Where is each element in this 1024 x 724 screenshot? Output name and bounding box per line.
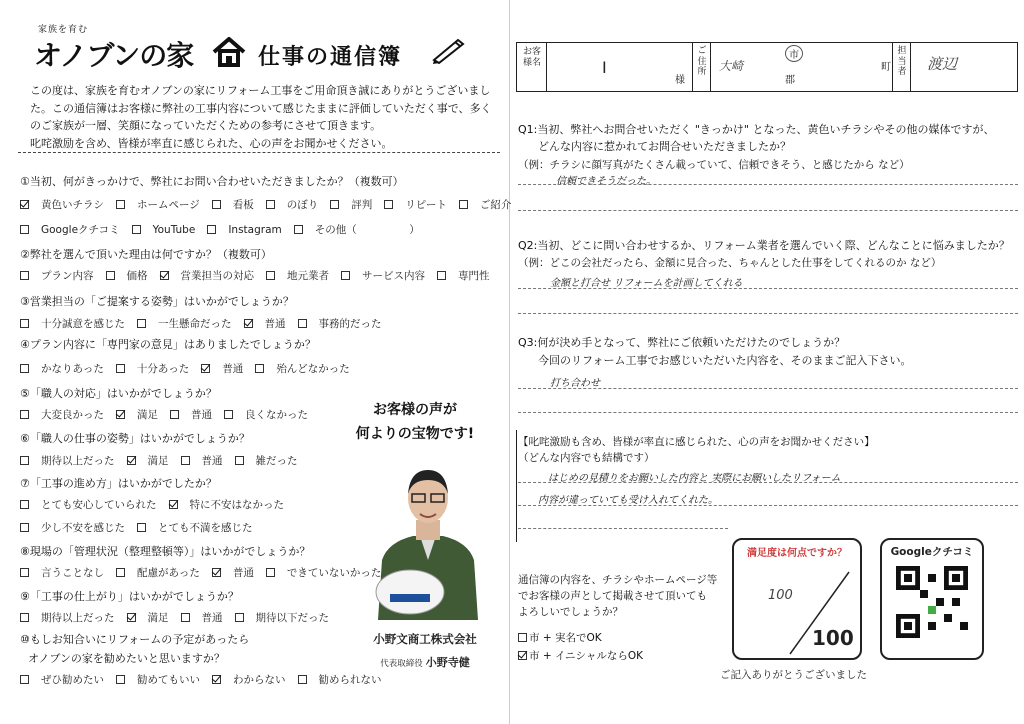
option[interactable] [212, 199, 254, 211]
option-label: 営業担当の対応 [180, 270, 254, 282]
q1-answer: 信頼できそうだった。 [556, 176, 656, 187]
option[interactable] [116, 363, 189, 375]
question-title: ④プラン内容に「専門家の意見」はありましたでしょうか？ [20, 338, 316, 351]
county-label: 郡 [785, 75, 795, 86]
checkbox[interactable] [266, 271, 275, 280]
brand-tagline: 家族を育む [38, 25, 89, 35]
option-label: ぜひ勧めたい [41, 674, 104, 686]
option-label: とても不満を感じた [158, 522, 253, 534]
intro-text [30, 82, 500, 152]
option-label: できていないかった [286, 567, 382, 579]
option[interactable] [116, 409, 158, 421]
option-label: 黄色いチラシ [41, 199, 104, 211]
option-label: 看板 [232, 199, 254, 211]
checkbox[interactable] [266, 200, 275, 209]
checkbox-checked[interactable] [169, 500, 178, 509]
catch-copy [340, 398, 490, 446]
answer-line [518, 412, 1018, 413]
checkbox-checked[interactable] [212, 675, 221, 684]
ceo-name: 小野寺健 [425, 656, 470, 669]
option-label: 雑だった [255, 455, 298, 467]
q1-example: （例：チラシに顔写真がたくさん載っていて、信頼できそう、と感じたから など） [518, 159, 910, 171]
town-label: 町 [881, 62, 891, 73]
customer-header [516, 42, 1018, 92]
option[interactable] [330, 199, 372, 211]
checkbox[interactable] [20, 500, 29, 509]
checkbox-checked[interactable] [212, 568, 221, 577]
option-label: 大変良かった [41, 409, 104, 421]
catch-line: お客様の声が [373, 402, 457, 418]
address-cell [711, 43, 893, 91]
answer-line [518, 482, 1018, 483]
question-title-2: オノブンの家を勧めたいと思いますか？ [28, 652, 225, 665]
publish-option-label: 市 + 実名でOK [529, 632, 602, 644]
checkbox[interactable] [459, 200, 468, 209]
answer-line [518, 528, 728, 529]
option[interactable] [459, 199, 512, 211]
option-label: 普通 [232, 567, 254, 579]
option[interactable] [160, 270, 255, 282]
page-title: 仕事の通信簿 [258, 45, 403, 70]
option[interactable] [137, 318, 232, 330]
option-label: YouTube [152, 224, 196, 236]
option-row [20, 610, 341, 625]
publish-text: よろしいでしょうか？ [518, 606, 623, 618]
checkbox[interactable] [20, 364, 29, 373]
option[interactable] [169, 499, 285, 511]
option-label: 普通 [264, 318, 286, 330]
option[interactable] [106, 270, 148, 282]
option[interactable] [132, 224, 196, 236]
checkbox[interactable] [181, 456, 190, 465]
satisfaction-title: 満足度は何点ですか？ [747, 548, 847, 559]
checkbox[interactable] [170, 410, 179, 419]
question-title: ⑤「職人の対応」はいかがでしょうか？ [20, 387, 217, 400]
satisfaction-score: 100 [812, 626, 854, 650]
option[interactable] [20, 567, 104, 579]
answer-line [518, 505, 1018, 506]
option-label: 配慮があった [137, 567, 200, 579]
option-label: 特に不安はなかった [189, 499, 284, 511]
customer-label: お客様名 [522, 47, 541, 68]
option-label: Instagram [228, 224, 282, 236]
checkbox[interactable] [518, 633, 527, 642]
option-label: 言うことなし [41, 567, 104, 579]
q3-title: Q3:何が決め手となって、弊社にご依頼いただけたのでしょうか？ [518, 336, 846, 349]
checkbox-checked[interactable] [518, 651, 527, 660]
q4-answer-2: 内容が違っていても受け入れてくれた。 [538, 495, 718, 506]
checkbox-checked[interactable] [160, 271, 169, 280]
option[interactable] [20, 499, 157, 511]
publish-option-1[interactable] [518, 630, 602, 645]
option[interactable] [20, 409, 104, 421]
option[interactable] [137, 522, 253, 534]
qr-title: Googleクチコミ [890, 546, 974, 558]
option-label: 期待以上だった [41, 612, 115, 624]
option-label: ご紹介 [479, 199, 512, 211]
option-row [20, 497, 296, 512]
option[interactable] [298, 318, 382, 330]
checkbox-checked[interactable] [127, 456, 136, 465]
checkbox[interactable] [212, 200, 221, 209]
intro-line: のご家族が一層、笑顔になっていただくための参考にさせて頂きます。 [30, 119, 382, 132]
option[interactable] [20, 224, 120, 236]
option[interactable] [181, 455, 223, 467]
thanks-text: ご記入ありがとうございました [720, 669, 867, 681]
publish-text: 通信簿の内容を、チラシやホームページ等 [518, 574, 718, 586]
option[interactable] [20, 455, 115, 467]
option-label: 十分誠意を感じた [41, 318, 125, 330]
checkbox[interactable] [181, 613, 190, 622]
checkbox-checked[interactable] [20, 200, 29, 209]
option-label: 良くなかった [245, 409, 308, 421]
answer-line [518, 388, 1018, 389]
option[interactable] [20, 522, 125, 534]
qr-code-icon[interactable] [896, 566, 968, 638]
option[interactable] [20, 674, 104, 686]
option-label: 普通 [222, 363, 244, 375]
option-label: 満足 [137, 409, 158, 421]
option[interactable] [341, 270, 425, 282]
checkbox[interactable] [132, 225, 141, 234]
option-row [20, 565, 393, 580]
intro-line: た。この通信簿はお客様に弊社の工事内容について感じたままに評価していただく事で、多く [30, 101, 492, 115]
customer-suffix: 様 [675, 75, 685, 86]
checkbox[interactable] [255, 364, 264, 373]
option-label: 期待以下だった [255, 612, 329, 624]
question-title: ⑨「工事の仕上がり」はいかがでしょうか？ [20, 590, 239, 603]
publish-text: でお客様の声として掲載させて頂いても [518, 590, 707, 602]
checkbox[interactable] [20, 319, 29, 328]
question-title: ③営業担当の「ご提案する姿勢」はいかがでしょうか？ [20, 295, 294, 308]
option-row [20, 407, 320, 422]
question-title: ②弊社を選んで頂いた理由は何ですか？（複数可） [20, 248, 272, 261]
checkbox[interactable] [235, 456, 244, 465]
ceo-portrait [368, 450, 488, 620]
checkbox[interactable] [116, 568, 125, 577]
option-label: 満足 [147, 612, 169, 624]
checkbox[interactable] [294, 225, 303, 234]
option-label: プラン内容 [41, 270, 94, 282]
option-row [20, 672, 394, 687]
publish-option-label: 市 + イニシャルならOK [529, 650, 643, 662]
option-label: 地元業者 [287, 270, 329, 282]
checkbox[interactable] [20, 675, 29, 684]
checkbox[interactable] [20, 225, 29, 234]
checkbox[interactable] [20, 613, 29, 622]
option-label: 勧めてもいい [137, 674, 200, 686]
option-label: サービス内容 [362, 270, 425, 282]
option-row [20, 453, 310, 468]
option[interactable] [212, 567, 254, 579]
option-label: 一生懸命だった [158, 318, 232, 330]
ceo-role: 代表取締役 [380, 659, 423, 669]
option-label: 評判 [351, 199, 373, 211]
q4-title: 【叱咤激励も含め、皆様が率直に感じられた、心の声をお聞かせください】 [518, 436, 875, 448]
option[interactable] [20, 270, 94, 282]
option[interactable] [20, 199, 104, 211]
option[interactable] [20, 363, 104, 375]
option-label: かなりあった [41, 363, 104, 375]
q2-title: Q2:当初、どこに問い合わせするか、リフォーム業者を選んでいく際、どんなことに悩みましたか？ [518, 239, 1010, 252]
answer-line [518, 288, 1018, 289]
address-label-cell [693, 43, 711, 91]
option[interactable] [116, 674, 200, 686]
checkbox[interactable] [20, 568, 29, 577]
ceo-signature [350, 654, 500, 670]
checkbox[interactable] [20, 456, 29, 465]
checkbox[interactable] [235, 613, 244, 622]
option-label: 殆んどなかった [276, 363, 350, 375]
checkbox[interactable] [20, 410, 29, 419]
option[interactable] [255, 363, 350, 375]
option[interactable] [212, 674, 286, 686]
customer-name: I [602, 58, 607, 77]
option[interactable] [294, 224, 420, 236]
option-row [20, 520, 265, 535]
checkbox[interactable] [137, 319, 146, 328]
option-label: 普通 [191, 409, 212, 421]
option-label: のぼり [286, 199, 319, 211]
option[interactable] [181, 612, 223, 624]
option[interactable] [235, 612, 330, 624]
question-title: ⑩もしお知合いにリフォームの予定があったら [20, 633, 250, 646]
checkbox-checked[interactable] [116, 410, 125, 419]
checkbox[interactable] [298, 675, 307, 684]
option[interactable] [235, 455, 298, 467]
q4-title-2: （どんな内容でも結構です） [518, 452, 655, 464]
staff-cell [911, 43, 1017, 91]
option-label: その他（ ） [314, 224, 420, 236]
customer-name-cell [547, 43, 693, 91]
option[interactable] [298, 674, 382, 686]
option[interactable] [266, 270, 329, 282]
question-title: ⑥「職人の仕事の姿勢」はいかがでしょうか？ [20, 432, 250, 445]
checkbox[interactable] [224, 410, 233, 419]
option[interactable] [20, 318, 125, 330]
option-label: 普通 [201, 612, 223, 624]
q1-title-2: どんな内容に惹かれてお問合せいただきましたか？ [538, 140, 791, 153]
option[interactable] [266, 567, 382, 579]
address-value: 大崎 [719, 59, 744, 73]
option[interactable] [437, 270, 490, 282]
checkbox[interactable] [437, 271, 446, 280]
left-page [0, 0, 510, 724]
option[interactable] [170, 409, 212, 421]
customer-label-cell [517, 43, 547, 91]
staff-label-cell [893, 43, 911, 91]
option-label: 普通 [201, 455, 223, 467]
checkbox[interactable] [20, 271, 29, 280]
option[interactable] [127, 612, 169, 624]
intro-line: 叱咤激励を含め、皆様が率直に感じられた、心の声をお聞かせください。 [30, 136, 393, 150]
address-label: ご住所 [697, 46, 707, 77]
option-row [20, 361, 362, 376]
answer-line [518, 313, 1018, 314]
question-title: ⑦「工事の進め方」はいかがでしたか？ [20, 477, 217, 490]
checkbox[interactable] [207, 225, 216, 234]
option-label: とても安心していられた [41, 499, 157, 511]
q1-title: Q1:当初、弊社へお問合せいただく "きっかけ" となった、黄色いチラシやその他の媒体ですが、 [518, 123, 995, 136]
staff-label: 担当者 [897, 46, 907, 77]
question-title: ⑧現場の「管理状況（整理整頓等）」はいかがでしょうか？ [20, 545, 311, 558]
option-row [20, 197, 523, 212]
city-label: 市 [785, 45, 803, 62]
checkbox[interactable] [116, 200, 125, 209]
pencil-icon [430, 36, 466, 64]
satisfaction-box [732, 538, 862, 660]
answer-line [518, 184, 1018, 185]
option-label: 価格 [126, 270, 148, 282]
satisfaction-handwritten: 100 [768, 588, 793, 603]
checkbox[interactable] [20, 523, 29, 532]
checkbox-checked[interactable] [201, 364, 210, 373]
option[interactable] [266, 199, 319, 211]
q2-answer: 金額と打合せ リフォームを計画してくれる [550, 278, 743, 289]
brand-name: オノブンの家 [34, 39, 194, 72]
option-row [20, 222, 432, 237]
option[interactable] [127, 455, 169, 467]
q2-example: （例：どこの会社だったら、金額に見合った、ちゃんとした仕事をしてくれるのか など） [518, 257, 942, 269]
q4-answer-1: はじめの見積りをお願いした内容と 実際にお願いしたリフォーム [548, 473, 841, 484]
option-label: 十分あった [136, 363, 190, 375]
option-label: 期待以上だった [41, 455, 115, 467]
checkbox[interactable] [116, 364, 125, 373]
house-icon [212, 37, 246, 67]
option[interactable] [201, 363, 243, 375]
option[interactable] [244, 318, 286, 330]
checkbox[interactable] [116, 675, 125, 684]
checkbox[interactable] [341, 271, 350, 280]
option-label: Googleクチコミ [41, 224, 120, 236]
catch-line: 何よりの宝物です! [355, 426, 475, 442]
option-label: 専門性 [458, 270, 490, 282]
option-label: 事務的だった [318, 318, 382, 330]
checkbox[interactable] [298, 319, 307, 328]
option-label: わからない [233, 674, 286, 686]
right-page [510, 0, 1024, 724]
option[interactable] [384, 199, 447, 211]
option-label: ホームページ [137, 199, 200, 211]
option-label: 少し不安を感じた [41, 522, 125, 534]
q3-answer: 打ち合わせ [550, 378, 600, 389]
checkbox-checked[interactable] [244, 319, 253, 328]
option-label: 満足 [147, 455, 169, 467]
qr-box [880, 538, 984, 660]
checkbox[interactable] [330, 200, 339, 209]
checkbox[interactable] [137, 523, 146, 532]
checkbox[interactable] [384, 200, 393, 209]
checkbox-checked[interactable] [127, 613, 136, 622]
question-title: ①当初、何がきっかけで、弊社にお問い合わせいただきましたか？（複数可） [20, 175, 404, 188]
publish-option-2[interactable] [518, 648, 643, 663]
answer-line [518, 210, 1018, 211]
checkbox[interactable] [106, 271, 115, 280]
option[interactable] [20, 612, 115, 624]
option-label: リピート [405, 199, 447, 211]
option[interactable] [116, 567, 200, 579]
option[interactable] [224, 409, 308, 421]
q3-title-2: 今回のリフォーム工事でお感じいただいた内容を、そのままご記入下さい。 [538, 354, 912, 367]
intro-line: この度は、家族を育むオノブンの家にリフォーム工事をご用命頂き誠にありがとうございまし [30, 84, 491, 97]
divider [18, 152, 500, 153]
staff-value: 渡辺 [927, 55, 958, 73]
option[interactable] [116, 199, 200, 211]
option-row [20, 268, 502, 283]
company-name: 小野文商工株式会社 [373, 632, 477, 646]
checkbox[interactable] [266, 568, 275, 577]
option[interactable] [207, 224, 281, 236]
option-label: 勧められない [318, 674, 382, 686]
option-row [20, 316, 394, 331]
